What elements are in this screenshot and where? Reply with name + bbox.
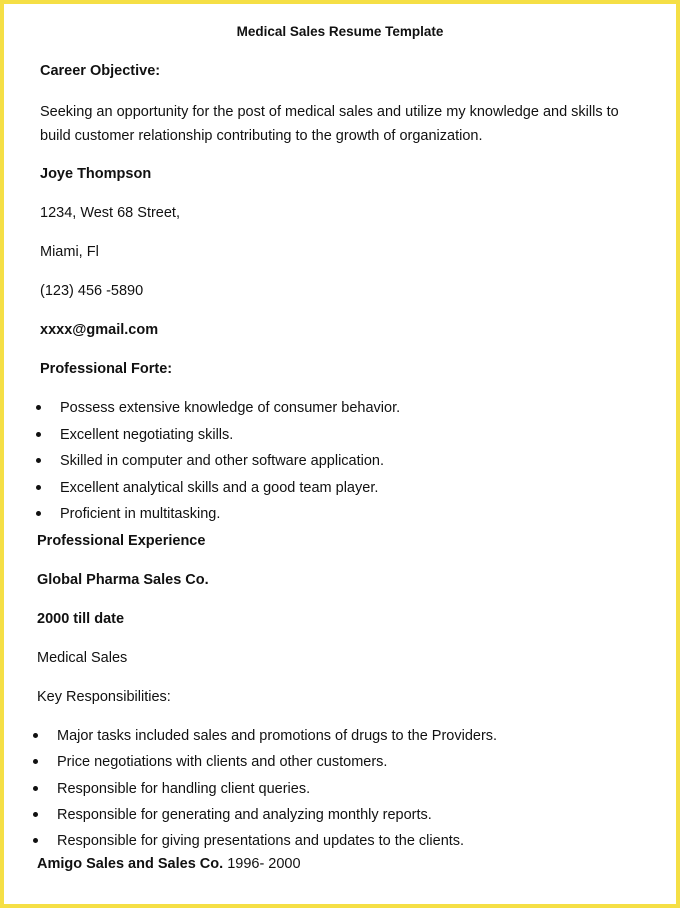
bullet-icon [36,432,41,437]
bullet-icon [36,405,41,410]
career-objective-text: Seeking an opportunity for the post of medical sales and utilize my knowledge and skills to build customer relationship contributing to the growth of organization. [40,104,619,144]
career-objective-heading: Career Objective: [40,63,161,79]
document-title: Medical Sales Resume Template [236,24,444,39]
company-dates-2: 1996- 2000 [227,856,301,872]
job-role: Medical Sales [37,650,128,666]
phone-number: (123) 456 -5890 [40,283,144,299]
address-line-2: Miami, Fl [40,244,99,260]
bullet-icon [33,786,38,791]
company-name-2: Amigo Sales and Sales Co. [37,856,224,872]
bullet-icon [36,511,41,516]
professional-forte-heading: Professional Forte: [40,361,173,377]
bullet-icon [33,838,38,843]
company-name: Global Pharma Sales Co. [37,572,209,588]
professional-experience-heading: Professional Experience [37,533,206,549]
bullet-icon [33,759,38,764]
bullet-icon [36,458,41,463]
bullet-icon [33,733,38,738]
bullet-icon [33,812,38,817]
previous-employment [37,855,301,873]
bullet-icon [36,485,41,490]
email-address: xxxx@gmail.com [40,322,159,338]
resume-page: Medical Sales Resume Template Career Objective: Seeking an opportunity for the post of medical sales and utilize my knowledge and skills to build customer relationship contributing to the growth of organization. Joye Thompson 1234, West 68 Street, Miami, Fl (123) 456 -5890 xxxx@gmail.com Professional Forte: Possess extensive knowledge of consumer behavior. Excellent negotiating skills. Skilled in computer and other software application. Excellent analytical skills and a good team player. Proficient in multitasking. Professional Experience Global Pharma Sales Co. 2000 till date Medical Sales Key Responsibilities: Major tasks included sales and promotions of drugs to the Providers. Price negotiations with clients and other customers. Responsible for handling client queries. Responsible for generating and analyzing monthly reports. Responsible for giving presentations and updates to the clients. Amigo Sales and Sales Co. 1996- 2000 [0,0,680,908]
company-dates: 2000 till date [37,611,125,627]
candidate-name: Joye Thompson [40,166,152,182]
address-line-1: 1234, West 68 Street, [40,205,180,221]
key-responsibilities-heading: Key Responsibilities: [37,689,171,705]
